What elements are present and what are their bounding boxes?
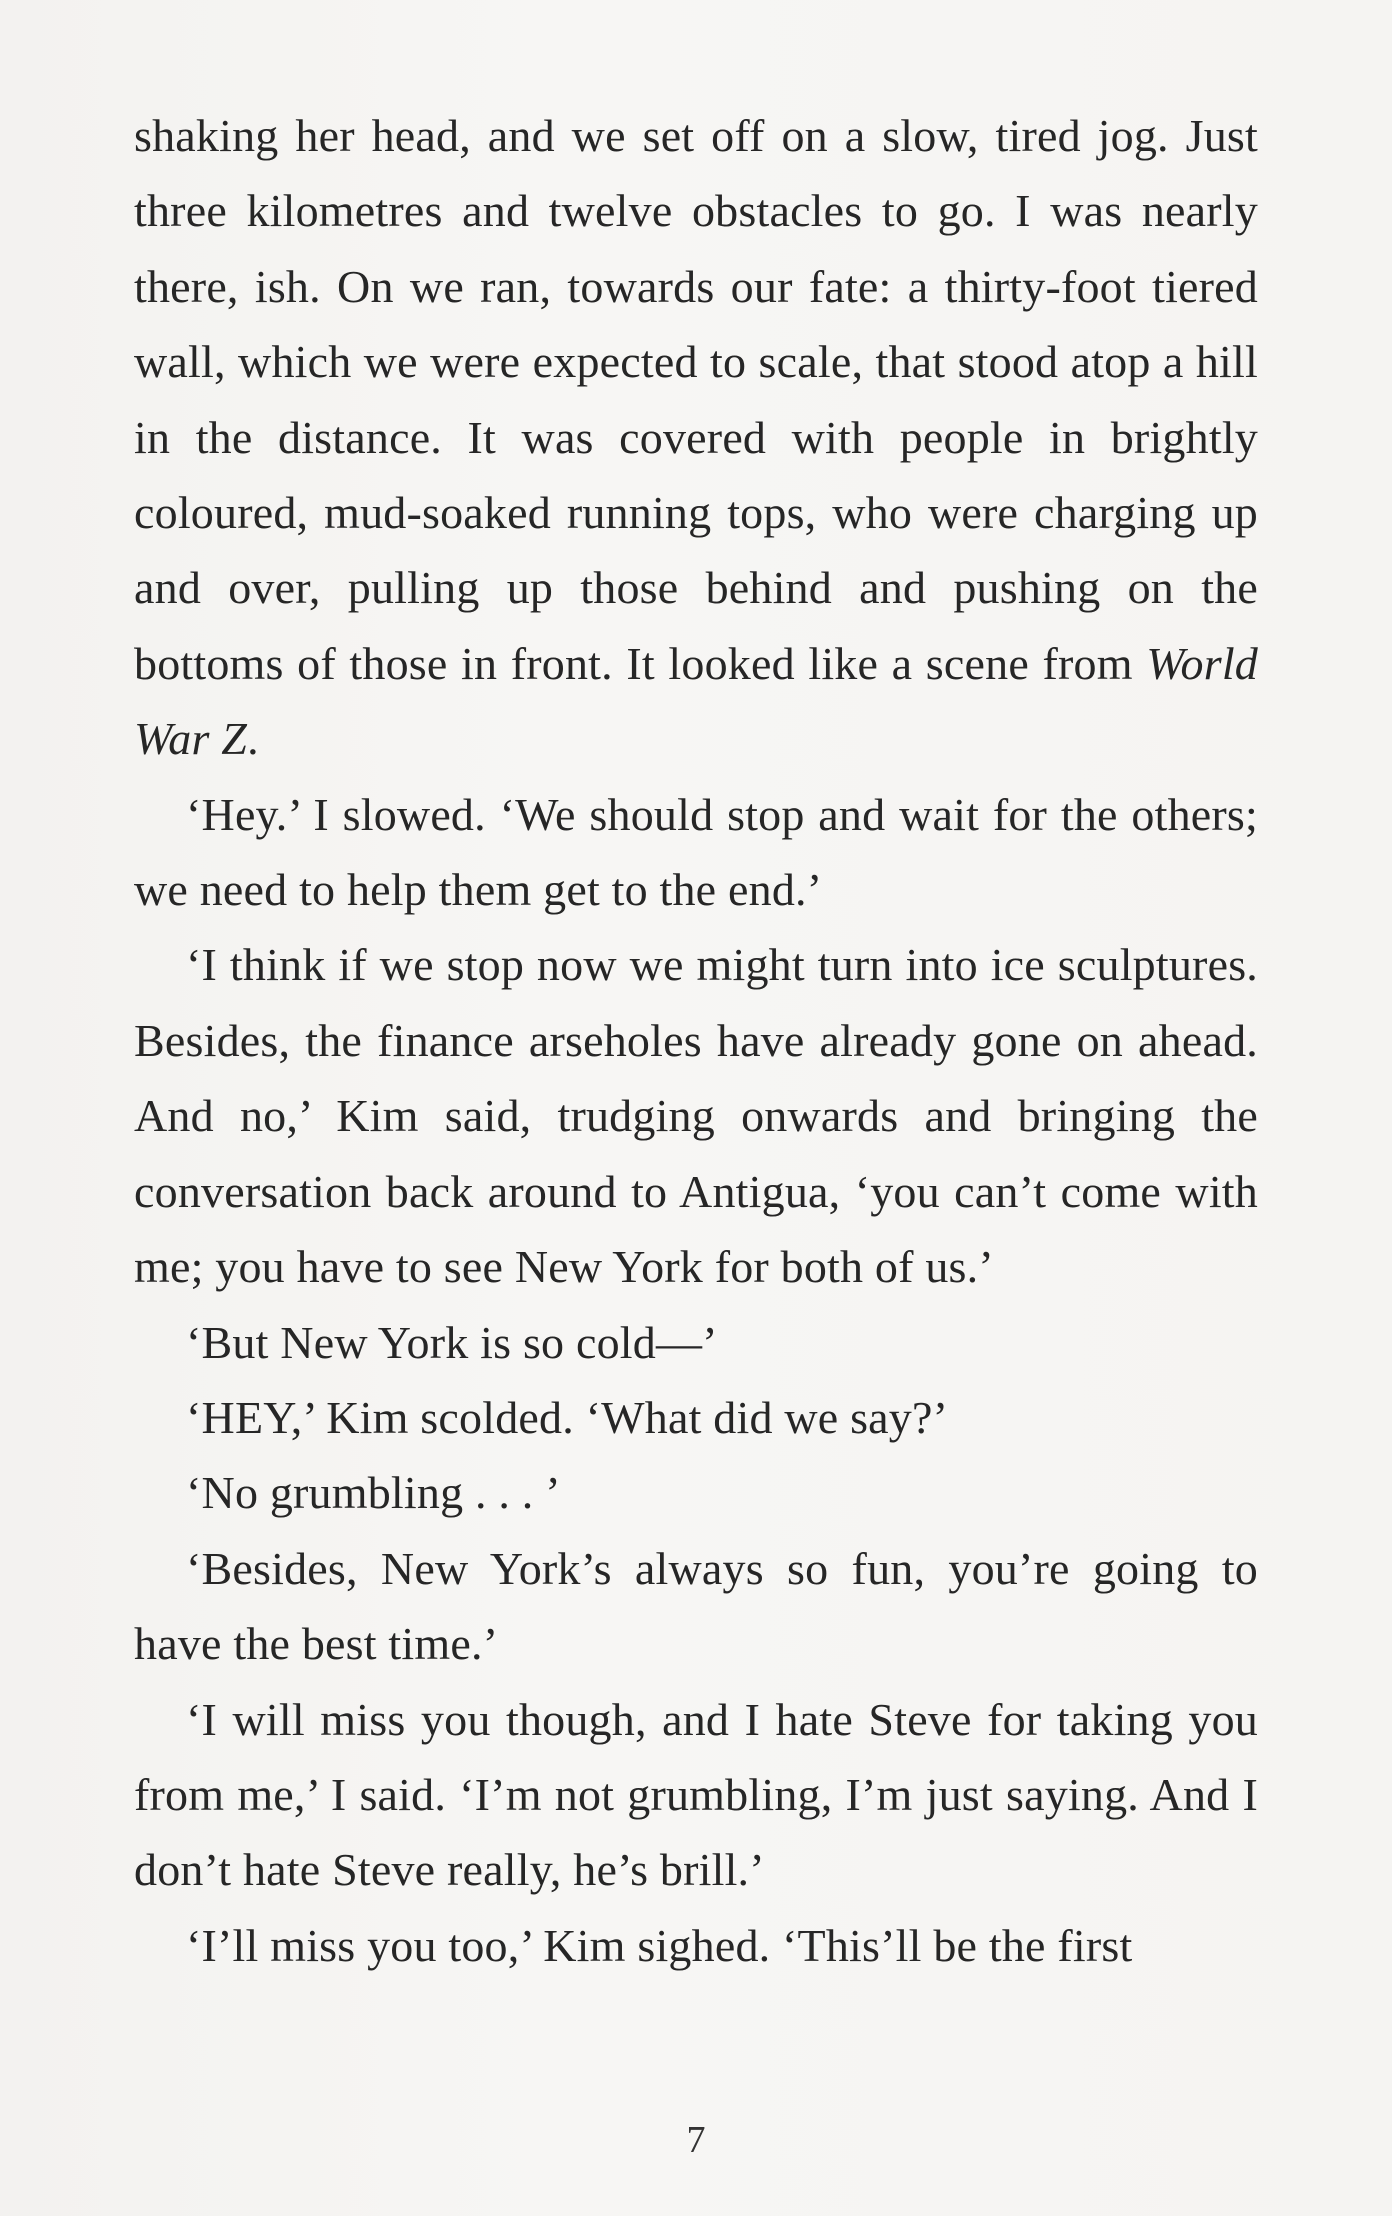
paragraph-9: ‘I’ll miss you too,’ Kim sighed. ‘This’ll be the first <box>186 1919 1133 1971</box>
paragraph-1-end: . <box>247 713 259 765</box>
body-text <box>134 98 1258 1983</box>
paragraph-4: ‘But New York is so cold—’ <box>186 1316 718 1368</box>
paragraph-1 <box>134 98 1258 777</box>
paragraph-2: ‘Hey.’ I slowed. ‘We should stop and wait for the others; we need to help them get to the end.’ <box>134 788 1258 916</box>
paragraph-6: ‘No grumbling . . . ’ <box>186 1467 561 1519</box>
paragraph-5: ‘HEY,’ Kim scolded. ‘What did we say?’ <box>186 1391 949 1443</box>
paragraph-7: ‘Besides, New York’s always so fun, you’re going to have the best time.’ <box>134 1542 1258 1670</box>
paragraph-1-text: shaking her head, and we set off on a slow, tired jog. Just three kilometres and twelve obstacles to go. I was nearly there, ish. On we ran, towards our fate: a thirty-foot tiered wall, which we were expected to scale, that stood atop a hill in the distance. It was covered with people in brightly coloured, mud-soaked running tops, who were charging up and over, pulling up those behind and pushing on the bottoms of those in front. It looked like a scene from <box>134 110 1258 689</box>
paragraph-8: ‘I will miss you though, and I hate Steve for taking you from me,’ I said. ‘I’m not grumbling, I’m just saying. And I don’t hate Steve really, he’s brill.’ <box>134 1693 1258 1896</box>
book-title-italic: World War Z <box>134 637 1258 765</box>
page-number: 7 <box>686 2119 706 2161</box>
paragraph-3: ‘I think if we stop now we might turn into ice sculptures. Besides, the finance arseholes have already gone on ahead. And no,’ Kim said, trudging onwards and bringing the conversation back around to Antigua, ‘you can’t come with me; you have to see New York for both of us.’ <box>134 939 1258 1293</box>
